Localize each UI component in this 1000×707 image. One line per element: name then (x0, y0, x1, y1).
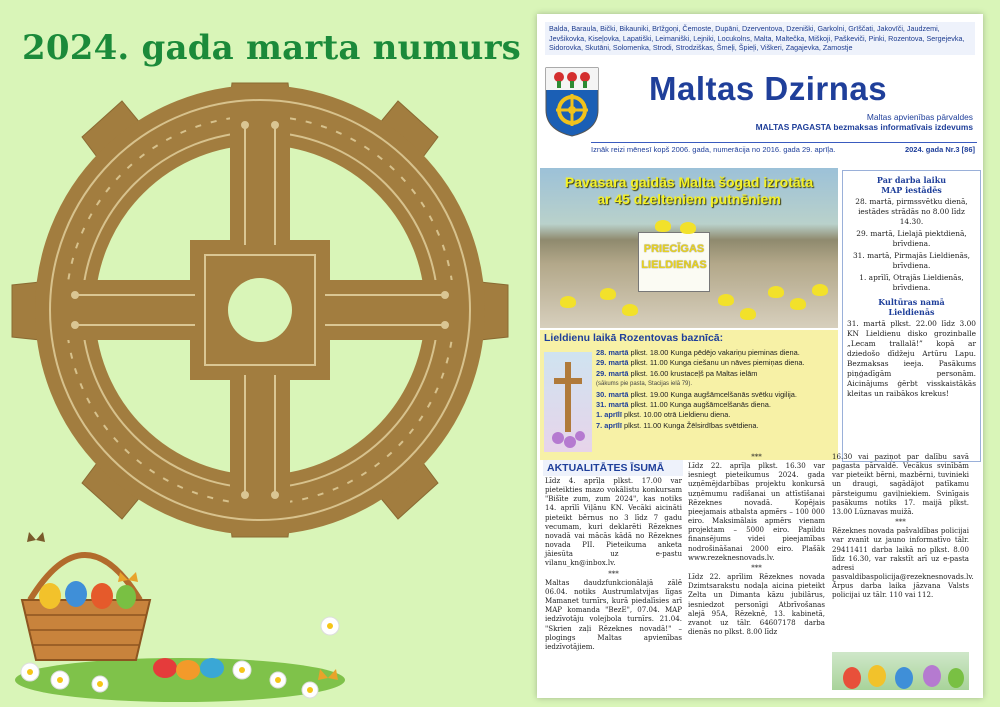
news-column-2 (688, 452, 825, 637)
newspaper-page (537, 14, 983, 698)
easter-sign-line-2: LIELDIENAS (641, 259, 707, 271)
circuit-gear-illustration (10, 75, 510, 545)
chick-decoration (622, 304, 638, 316)
newspaper-name: Maltas Dzirnas (649, 70, 888, 107)
schedule-item: 31. martā plkst. 11.00 Kunga augšāmcelšanās diena. (596, 400, 771, 410)
chick-decoration (790, 298, 806, 310)
notice-heading-work-hours: Par darba laiku MAP iestādēs (876, 175, 947, 195)
news-heading: AKTUALITĀTES ĪSUMĀ (543, 460, 683, 476)
notice-text: 29. martā, Lielajā piektdienā, brīvdiena. (856, 229, 967, 248)
church-schedule-box (540, 330, 838, 460)
notice-heading-culture: Kultūras namā Lieldienās (878, 297, 945, 317)
schedule-item: 1. aprīlī plkst. 10.00 otrā Lieldienu diena. (596, 410, 731, 420)
notice-text: 31. martā plkst. 22.00 līdz 3.00 KN Lieldienu disko grozinballe „Lecam trallalā!” kopā ar dziedošo dīdžeju Artūru Lapu. Bezmaksas ieeja. Pasākums piņģadīgām personām. Aicinājums ģērbt visskaistākās kleitas un raibākos krekus! (847, 319, 976, 398)
butterfly-icon (27, 532, 45, 542)
news-paragraph: 16.30 vai paziņot par dalību savā pagasta pārvaldē. Vecākus svinībām var pieteikt bērni, mazbērni, tuvinieki un draugi, sagādājot patīkamu pārsteigumu gaviļniekiem. Svinīgais pasākums notiks 17. maijā plkst. 13.00 Lūznavas muižā. (832, 452, 969, 516)
schedule-item: 29. martā plkst. 16.00 krustaceļš pa Maltas ielām (596, 368, 758, 378)
schedule-item: 30. martā plkst. 19.00 Kunga augšāmcelšanās svētku vigilija. (596, 389, 797, 399)
chick-decoration (560, 296, 576, 308)
gear-hole (228, 278, 292, 342)
lead-photo-title-line-2: ar 45 dzelteniem putnēniem (597, 191, 781, 207)
church-schedule-list (596, 348, 836, 431)
easter-sign (638, 232, 710, 292)
lead-photo-title (540, 174, 838, 208)
easter-sign-line-1: PRIECĪGAS (643, 243, 705, 255)
issue-number: 2024. gada Nr.3 [86] (904, 145, 975, 154)
easter-cross-picture (544, 352, 592, 452)
news-separator: *** (608, 568, 619, 578)
chick-decoration (600, 288, 616, 300)
church-heading: Lieldienu laikā Rozentovas baznīcā: (544, 332, 724, 344)
news-paragraph: Līdz 22. aprīlim Rēzeknes novada Dzimtsarakstu nodaļa aicina pieteikt Zelta un Dimanta kāzu jubilārus, iesniedzot personīgi Atbrīvošanas alejā 95A, Rēzeknē, 13. kabinetā, zvanot uz tālr. 64607178 darba dienās no plkst. 8.00 līdz (688, 572, 825, 636)
news-separator: *** (751, 562, 762, 572)
notice-text: 31. martā, Pirmajās Lieldienās, brīvdiena. (852, 251, 971, 270)
chick-decoration (740, 308, 756, 320)
malta-coat-of-arms (543, 66, 601, 138)
chick-decoration (680, 222, 696, 234)
chick-decoration (718, 294, 734, 306)
notice-text: 1. aprīlī, Otrajās Lieldienās, brīvdiena. (859, 273, 964, 292)
news-column-3 (832, 452, 974, 601)
chick-decoration (768, 286, 784, 298)
issue-info: Iznāk reizi mēnesī kopš 2006. gada, numerācija no 2016. gada 29. aprīļa. (591, 145, 836, 154)
publisher-line: Maltas apvienības pārvaldes (866, 112, 973, 122)
schedule-note: (sākums pie pasta, Stacijas ielā 79). (596, 381, 693, 388)
chick-decoration (655, 220, 671, 232)
village-list: Balda, Baraula, Bički, Bikauniki, Brīžgoņi, Čemoste, Dupāni, Dzerventova, Dzeniški, Garkolni, Grīščati, Jakovīči, Jaudzemi, Jevšikovka, Kiseļovka, Lapatiški, Leimaniški, Lejniki, Locukolns, Malta, Maltečka, Miškoji, Paškeviči, Pinki, Rozentova, Sergejevka, Sidorovka, Skutāni, Solomenka, Strodi, Strodziškas, Šmeļi, Špieļi, Viškeri, Zagajevka, Zamostje (545, 22, 975, 55)
news-separator: *** (895, 517, 906, 527)
schedule-item: 7. aprīlī plkst. 11.00 Kunga Žēlsirdības svētdiena. (596, 420, 759, 430)
easter-basket-illustration (10, 520, 350, 705)
easter-eggs-picture (832, 652, 969, 690)
chick-decoration (812, 284, 828, 296)
publication-line: MALTAS PAGASTA bezmaksas informatīvais izdevums (755, 122, 973, 132)
cover-title: 2024. gada marta numurs (22, 28, 522, 68)
lead-photo-title-line-1: Pavasara gaidās Malta šogad izrotāta (564, 174, 814, 190)
schedule-item: 29. martā plkst. 11.00 Kunga ciešanu un nāves piemiņas diena. (596, 358, 805, 368)
notice-text: 28. martā, pirmssvētku dienā, iestādes strādās no 8.00 līdz 14.30. (855, 197, 968, 226)
news-column-1 (545, 476, 682, 652)
news-paragraph: Līdz 4. aprīļa plkst. 17.00 var pieteikties mazo vokālistu konkursam "Bišīte zum, zum 2024", kas notiks 14. aprīlī Viļānu KN. Vecāki aicināti pieteikt bērnus no 3 līdz 7 gadu vecumam, kuri deklarēti Rēzeknes novadā vai mācās kādā no Rēzeknes novada PII. Pieteikuma anketa jāiesūta uz e-pastu vilanu_kn@inbox.lv. (545, 476, 682, 568)
news-paragraph: Rēzeknes novada pašvaldības policijai var zvanīt uz jauno informatīvo tālr. 29411411 darba laikā no plkst. 8.00 līdz 16.30, var rakstīt arī uz e-pasta adresi pasvaldibaspolicija@rezeknesnovads.lv. Ārpus darba laika jāzvana Valsts policijai uz tālr. 110 vai 112. (832, 526, 974, 600)
news-paragraph: Maltas daudzfunkcionālajā zālē 06.04. notiks Austrumlatvijas līgas Mamanet turnīrs, kurā piedalīsies arī MAP komanda "BezE", 07.04. MAP iedzīvotāju volejbola turnīrs. 21.04. "Skrien zaļi Rēzeknes novadā!" – plogings Maltas apvienības iedzīvotājiem. (545, 577, 682, 651)
news-paragraph: Līdz 22. aprīļa plkst. 16.30 var iesniegt pieteikumus 2024. gada uzņēmējdarbības projektu konkursā uzņēmumu radīšanai un attīstīšanai Rēzeknes novadā. Kopējais pieejamais atbalsta apmērs – 100 000 eiro. Maksimālais apmērs vienam projektam – 5000 eiro. Papildu finansējums videi pieejamības nodrošināšanai 2000 eiro. Plašāk www.rezeknesnovads.lv. (688, 461, 825, 562)
issue-bar (591, 142, 977, 154)
sidebar-notices (842, 170, 981, 462)
lead-photo (540, 168, 838, 328)
schedule-item: 28. martā plkst. 18.00 Kunga pēdējo vakariņu pieminas diena. (596, 348, 800, 357)
news-separator: *** (751, 452, 762, 461)
